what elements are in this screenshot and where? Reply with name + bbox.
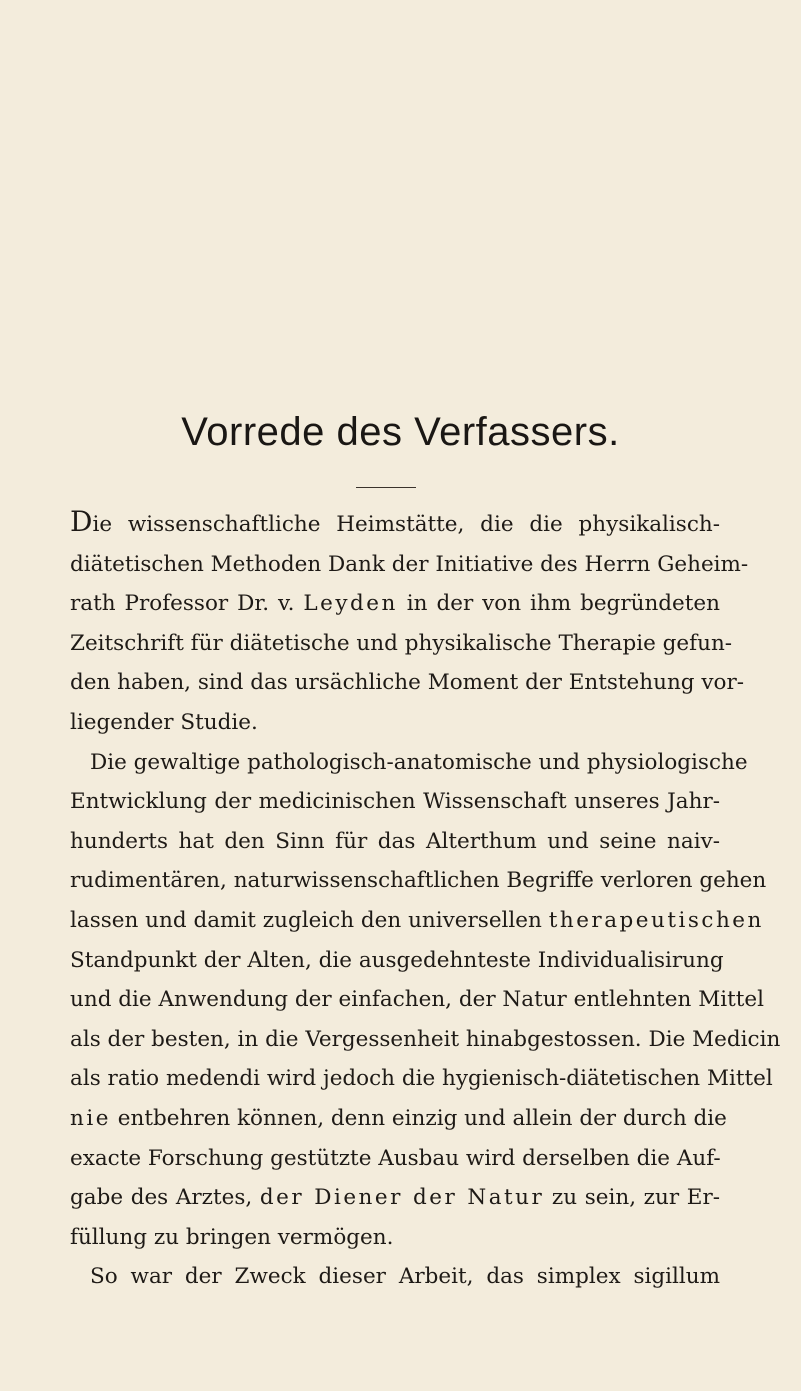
text-line: Zeitschrift für diätetische und physikalische Therapie gefun- xyxy=(70,630,733,656)
text-line: Die gewaltige pathologisch-anatomische und physiologische xyxy=(90,749,748,775)
title-divider xyxy=(356,487,416,488)
text-line: gabe des Arztes, der Diener der Natur zu sein, zur Er- xyxy=(70,1185,720,1211)
body-text xyxy=(70,505,781,1297)
page-title: Vorrede des Verfassers. xyxy=(181,410,620,454)
drop-cap: D xyxy=(70,505,93,538)
text-line: und die Anwendung der einfachen, der Natur entlehnten Mittel xyxy=(70,987,764,1013)
spaced-emphasis: Leyden xyxy=(303,591,398,617)
text-line: diätetischen Methoden Dank der Initiative des Herrn Geheim- xyxy=(70,551,749,577)
text-line: als der besten, in die Vergessenheit hinabgestossen. Die Medicin xyxy=(70,1026,781,1052)
spaced-emphasis: der Diener der Natur xyxy=(259,1185,545,1211)
text-line: den haben, sind das ursächliche Moment der Entstehung vor- xyxy=(70,670,745,696)
text-line: Die wissenschaftliche Heimstätte, die die physikalisch- xyxy=(70,505,720,538)
spaced-emphasis: nie xyxy=(70,1105,111,1131)
text-line: So war der Zweck dieser Arbeit, das simplex sigillum xyxy=(90,1264,720,1290)
text-line: lassen und damit zugleich den universellen therapeutischen xyxy=(70,907,764,933)
paragraph-3 xyxy=(70,1257,720,1297)
text-line: liegender Studie. xyxy=(70,709,258,735)
text-line: exacte Forschung gestützte Ausbau wird derselben die Auf- xyxy=(70,1145,721,1171)
text-line: füllung zu bringen vermögen. xyxy=(70,1224,394,1250)
paragraph-2 xyxy=(70,743,781,1258)
text-line: Entwicklung der medicinischen Wissenschaft unseres Jahr- xyxy=(70,789,720,815)
text-line: Standpunkt der Alten, die ausgedehnteste Individualisirung xyxy=(70,947,724,973)
text-line: als ratio medendi wird jedoch die hygienisch-diätetischen Mittel xyxy=(70,1066,773,1092)
text-line: rath Professor Dr. v. Leyden in der von ihm begründeten xyxy=(70,591,720,617)
paragraph-1 xyxy=(70,505,749,743)
spaced-emphasis: therapeutischen xyxy=(548,907,764,933)
text-line: nie entbehren können, denn einzig und allein der durch die xyxy=(70,1105,727,1131)
text-line: rudimentären, naturwissenschaftlichen Begriffe verloren gehen xyxy=(70,868,767,894)
text-line: hunderts hat den Sinn für das Alterthum und seine naiv- xyxy=(70,828,720,854)
